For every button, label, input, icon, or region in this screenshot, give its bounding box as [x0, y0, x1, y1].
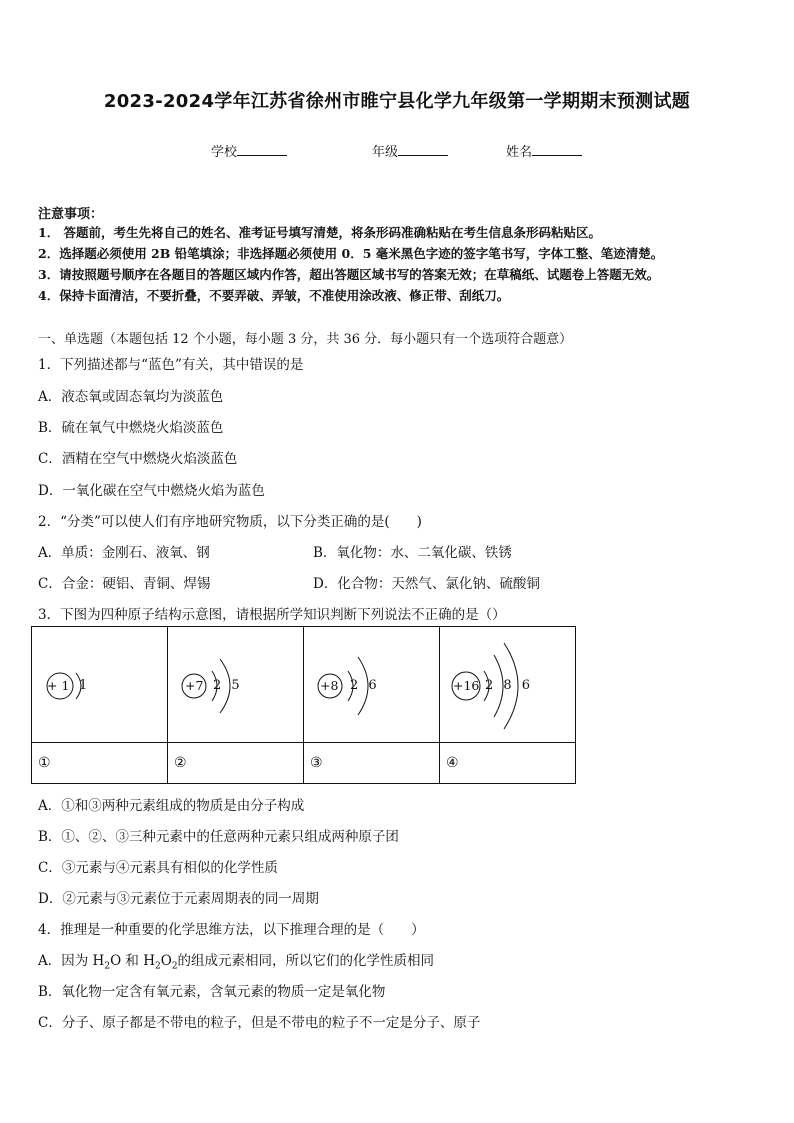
school-field [211, 141, 287, 160]
q4-option-a-text: 的组成元素相同，所以它们的化学性质相同 [177, 953, 435, 969]
subscript: 2 [155, 961, 161, 972]
name-field [506, 141, 582, 160]
q4-option-c: C．分子、原子都是不带电的粒子，但是不带电的粒子不一定是分子、原子 [38, 1015, 481, 1031]
atom-label-3: ③ [304, 743, 440, 784]
notice-item: 3．请按照题号顺序在各题目的答题区域内作答，超出答题区域书写的答案无效；在草稿纸、试题卷上答题无效。 [38, 267, 660, 282]
atom-label-1: ① [32, 743, 168, 784]
atom-2-shells: 2 5 [213, 678, 243, 693]
atom-diagram-1 [32, 627, 168, 743]
notice-item: 4．保持卡面清洁，不要折叠，不要弄破、弄皱，不准使用涂改液、修正带、刮纸刀。 [38, 288, 510, 303]
atom-1-shells: 1 [79, 678, 91, 693]
q1-stem: 1．下列描述都与“蓝色”有关，其中错误的是 [38, 357, 304, 373]
q3-stem: 3．下图为四种原子结构示意图，请根据所学知识判断下列说法不正确的是（） [38, 607, 506, 623]
q1-option-b: B．硫在氧气中燃烧火焰淡蓝色 [38, 420, 224, 436]
q4-option-b: B．氧化物一定含有氧元素，含氧元素的物质一定是氧化物 [38, 984, 386, 1000]
atom-diagram-4 [440, 627, 576, 743]
atom-diagram-2 [168, 627, 304, 743]
q4-option-a-text: A．因为 H [38, 953, 105, 969]
notice-item: 2．选择题必须使用 2B 铅笔填涂；非选择题必须使用 0．5 毫米黑色字迹的签字笔书写，字体工整、笔迹清楚。 [38, 246, 664, 261]
section-heading: 一、单选题（本题包括 12 个小题，每小题 3 分，共 36 分．每小题只有一个选项符合题意） [38, 332, 573, 347]
q4-option-a-text: O [160, 953, 172, 969]
school-blank[interactable] [237, 143, 287, 156]
q2-option-d: D．化合物：天然气、氯化钠、硫酸铜 [313, 576, 540, 592]
atom-4-nucleus: +16 [453, 678, 480, 693]
q2-option-c: C．合金：硬铝、青铜、焊锡 [38, 576, 211, 592]
notice-heading: 注意事项： [38, 207, 104, 222]
atom-structure-table [31, 626, 576, 784]
q4-option-a [38, 949, 434, 972]
q1-option-a: A．液态氧或固态氧均为淡蓝色 [38, 389, 224, 405]
q3-option-a: A．①和③两种元素组成的物质是由分子构成 [38, 798, 305, 814]
q3-option-b: B．①、②、③三种元素中的任意两种元素只组成两种原子团 [38, 829, 399, 845]
q2-option-a: A．单质：金刚石、液氧、钢 [38, 545, 210, 561]
atom-3-shells: 2 6 [350, 678, 380, 693]
atom-diagram-3 [304, 627, 440, 743]
subscript: 2 [171, 961, 178, 972]
q1-option-c: C．酒精在空气中燃烧火焰淡蓝色 [38, 451, 238, 467]
q1-option-d: D．一氧化碳在空气中燃烧火焰为蓝色 [38, 483, 265, 499]
q4-option-a-text: O 和 H [110, 953, 155, 969]
q3-option-d: D．②元素与③元素位于元素周期表的同一周期 [38, 891, 319, 907]
atom-2-nucleus: +7 [185, 678, 204, 693]
atom-3-nucleus: +8 [320, 678, 339, 693]
page-title: 2023-2024学年江苏省徐州市睢宁县化学九年级第一学期期末预测试题 [103, 91, 691, 112]
atom-1-nucleus: + 1 [47, 678, 70, 693]
name-label: 姓名 [506, 145, 533, 160]
atom-label-4: ④ [440, 743, 576, 784]
grade-field [372, 141, 448, 160]
atom-4-shells: 2 8 6 [485, 678, 534, 693]
q2-stem: 2．“分类”可以使人们有序地研究物质，以下分类正确的是( ) [38, 514, 422, 530]
q2-option-b: B．氧化物：水、二氧化碳、铁锈 [313, 545, 512, 561]
q4-stem: 4．推理是一种重要的化学思维方法，以下推理合理的是（ ） [38, 922, 425, 938]
name-blank[interactable] [532, 143, 582, 156]
q3-option-c: C．③元素与④元素具有相似的化学性质 [38, 860, 278, 876]
school-label: 学校 [211, 145, 238, 160]
notice-item: 1． 答题前，考生先将自己的姓名、准考证号填写清楚，将条形码准确粘贴在考生信息条形码粘贴区。 [38, 225, 602, 240]
atom-label-2: ② [168, 743, 304, 784]
subscript: 2 [104, 961, 111, 972]
grade-label: 年级 [372, 145, 399, 160]
grade-blank[interactable] [398, 143, 448, 156]
